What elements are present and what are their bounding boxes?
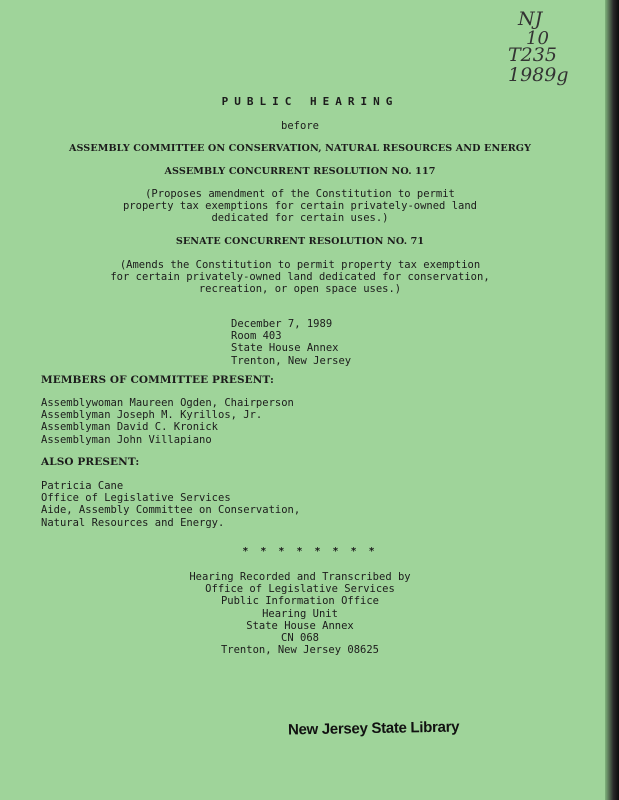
handwritten-note-line-1: NJ bbox=[518, 8, 543, 30]
recorded-by-block bbox=[0, 571, 600, 656]
also-present-item: Patricia Cane bbox=[41, 480, 124, 492]
member-item: Assemblyman David C. Kronick bbox=[41, 421, 219, 434]
handwritten-note-line-4: 1989g bbox=[508, 64, 569, 86]
member-item: Assemblyman Joseph M. Kyrillos, Jr. bbox=[41, 409, 263, 422]
scr-desc-line: (Amends the Constitution to permit property tax exemption bbox=[119, 259, 481, 271]
recorded-by-line: Office of Legislative Services bbox=[205, 583, 395, 596]
hearing-info bbox=[231, 318, 351, 367]
acr-desc-line: property tax exemptions for certain privately-owned land bbox=[122, 200, 477, 213]
recorded-by-line: Hearing Unit bbox=[262, 607, 338, 620]
library-stamp: New Jersey State Library bbox=[287, 718, 460, 739]
recorded-by-line: State House Annex bbox=[246, 619, 354, 632]
hearing-room: Room 403 bbox=[231, 330, 282, 343]
scan-edge bbox=[605, 0, 619, 800]
recorded-by-line: CN 068 bbox=[281, 632, 319, 645]
before-label: before bbox=[281, 120, 319, 132]
hearing-date: December 7, 1989 bbox=[231, 318, 333, 330]
scr-desc-line: for certain privately-owned land dedicated for conservation, bbox=[110, 271, 490, 284]
recorded-by-line: Trenton, New Jersey 08625 bbox=[220, 644, 380, 657]
handwritten-note-line-2: 10 bbox=[526, 28, 549, 49]
also-present-heading: ALSO PRESENT: bbox=[41, 456, 140, 468]
document-title: PUBLIC HEARING bbox=[221, 95, 399, 108]
hearing-city: Trenton, New Jersey bbox=[231, 354, 352, 367]
scr-desc-line: recreation, or open space uses.) bbox=[198, 283, 402, 296]
committee-name: ASSEMBLY COMMITTEE ON CONSERVATION, NATURAL RESOURCES AND ENERGY bbox=[68, 143, 532, 154]
members-heading: MEMBERS OF COMMITTEE PRESENT: bbox=[41, 374, 274, 386]
also-present-item: Natural Resources and Energy. bbox=[41, 516, 225, 529]
separator-stars: * * * * * * * * bbox=[242, 546, 378, 557]
scr-heading: SENATE CONCURRENT RESOLUTION NO. 71 bbox=[175, 236, 425, 247]
acr-desc-line: (Proposes amendment of the Constitution to permit bbox=[145, 188, 455, 200]
recorded-by-line: Public Information Office bbox=[220, 595, 380, 608]
recorded-by-line: Hearing Recorded and Transcribed by bbox=[189, 571, 411, 583]
member-item: Assemblywoman Maureen Ogden, Chairperson bbox=[41, 397, 294, 409]
member-item: Assemblyman John Villapiano bbox=[41, 433, 212, 446]
hearing-building: State House Annex bbox=[231, 342, 339, 355]
members-list bbox=[41, 397, 294, 446]
also-present-item: Office of Legislative Services bbox=[41, 492, 231, 505]
acr-heading: ASSEMBLY CONCURRENT RESOLUTION NO. 117 bbox=[164, 166, 436, 177]
scr-description bbox=[0, 259, 600, 296]
acr-desc-line: dedicated for certain uses.) bbox=[211, 212, 389, 225]
also-present-item: Aide, Assembly Committee on Conservation, bbox=[41, 504, 301, 517]
handwritten-note-line-3: T235 bbox=[508, 44, 557, 66]
also-present-list bbox=[41, 480, 300, 529]
acr-description bbox=[0, 188, 600, 225]
